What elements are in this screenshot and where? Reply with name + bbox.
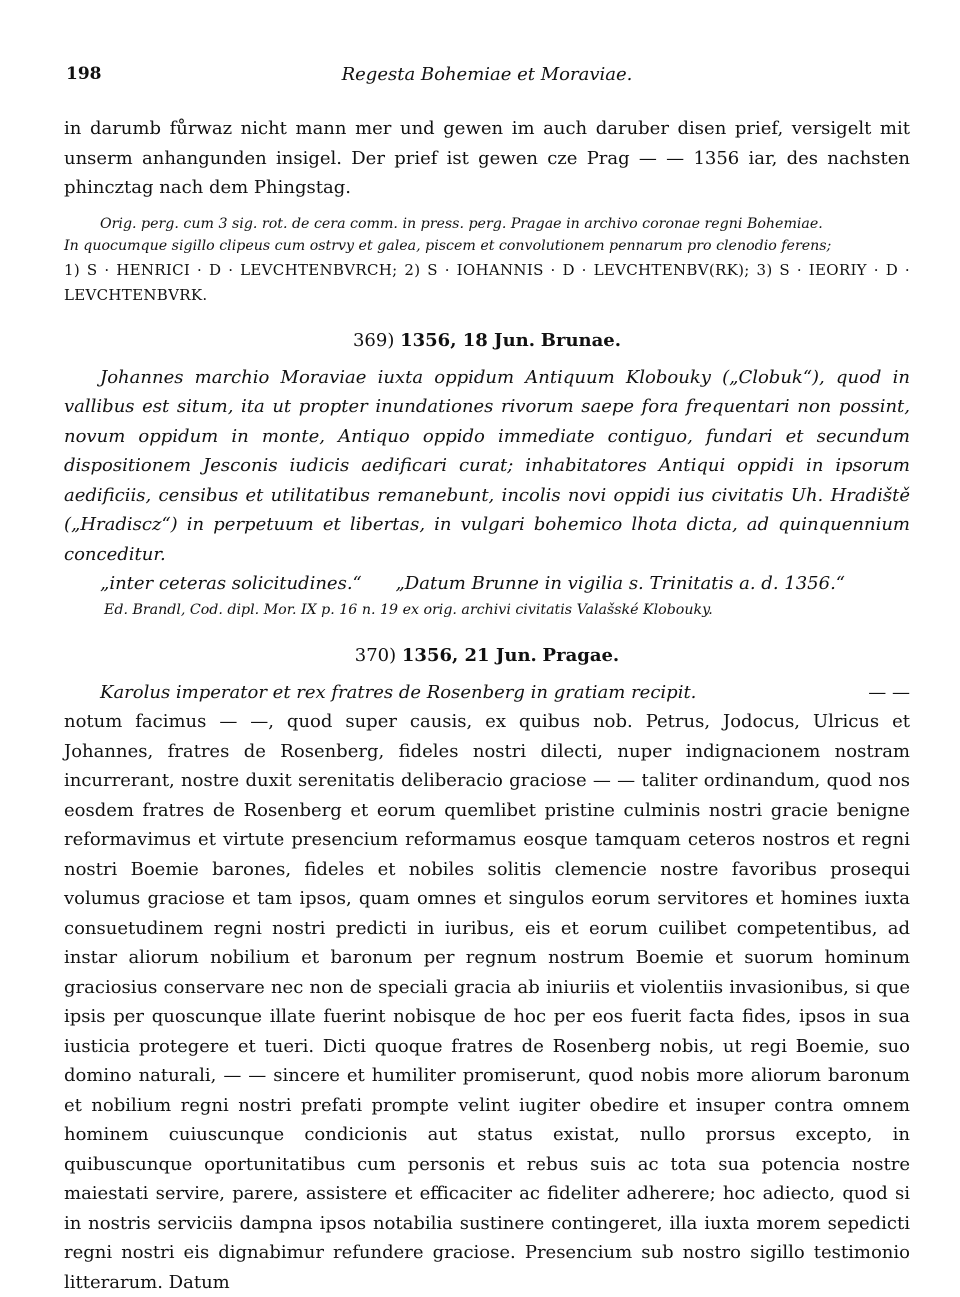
entry-369-place: Brunae.: [540, 329, 622, 351]
entry-370-regest: Karolus imperator et rex fratres de Rosenberg in gratiam recipit.: [100, 681, 697, 703]
entry-369-edition: Ed. Brandl, Cod. dipl. Mor. IX p. 16 n. 19 ex orig. archivi civitatis Valašské Klobouky.: [104, 601, 713, 618]
source-note: Orig. perg. cum 3 sig. rot. de cera comm. in press. perg. Pragae in archivo coronae regni Bohemiae.: [100, 215, 823, 232]
entry-370-place: Pragae.: [542, 644, 620, 666]
entry-369-quote-end: „Datum Brunne in vigilia s. Trinitatis a. d. 1356.“: [395, 573, 846, 594]
entry-370-regest-line: [64, 678, 910, 708]
entry-369-heading: [64, 326, 910, 355]
entry-370-heading: [64, 641, 910, 670]
previous-entry-text: in darumb fůrwaz nicht mann mer und gewen im auch daruber disen prief, versigelt mit unserm anhangunden insigel. Der prief ist gewen cze Prag — — 1356 iar, des nachsten phincztag nach dem Phingstag.: [64, 118, 910, 198]
entry-369-quote-start: „inter ceteras solicitudines.“: [100, 573, 362, 594]
entry-369-quotes: [64, 569, 910, 599]
entry-370-date: 1356, 21 Jun.: [401, 644, 537, 666]
entry-370-regest-dash: — —: [868, 681, 910, 703]
running-head: [64, 58, 910, 92]
journal-title: Regesta Bohemiae et Moraviae.: [341, 64, 633, 85]
entry-369-number: 369): [352, 329, 395, 351]
page-number: 198: [66, 64, 102, 84]
entry-369-regest: Johannes marchio Moraviae iuxta oppidum Antiquum Klobouky („Clobuk“), quod in vallibus est situm, ita ut propter inundationes rivorum saepe fora frequentari non possint, novum oppidum in monte, Antiquo oppido immediate contiguo, fundari et secundum dispositionem Jesconis iudicis aedificari curat; inhabitatores Antiqui oppidi in ipsorum aedificiis, censibus et utilitatibus remanebunt, incolis novi oppidi ius civitatis Uh. Hradiště („Hradiscz“) in perpetuum et libertas, in vulgari bohemico lhota dicta, ad quinquennium conceditur.: [64, 366, 910, 565]
entry-369-date: 1356, 18 Jun.: [400, 329, 536, 351]
entry-370-text: notum facimus — —, quod super causis, ex quibus nob. Petrus, Jodocus, Ulricus et Johannes, fratres de Rosenberg, fideles nostri dilecti, nuper indignacionem nostram incurrerant, nostre duxit serenitatis deliberacio graciose — — taliter ordinandum, quod nos eosdem fratres de Rosenberg et eorum quemlibet pristine culminis nostri gracie benigne reformavimus et virtute presencium reformamus eosque tamquam ceteros nostros et regni nostri Boemie barones, fideles et nobiles solitis clemencie nostre favoribus prosequi volumus graciose et tam ipsos, quam omnes et singulos eorum servitores et homines iuxta consuetudinem regni nostri predicti in iuribus, eis et eorum cuilibet competentibus, ad instar aliorum nobilium et baronum per regnum nostrum Boemie et suorum hominum graciosius conservare nec non de speciali gracia ab iniuriis et violentiis invasionibus, si que ipsis per quoscunque illate fuerint nobisque de hoc per eos fuerit facta fides, ipsos in sua iusticia protegere et tueri. Dicti quoque fratres de Rosenberg nobis, ut regi Boemie, suo domino naturali, — — sincere et humiliter promiserunt, quod nobis more aliorum baronum et nobilium regni nostri prefati prompte velint iugiter obedire et insuper contra omnem hominem cuiuscunque condicionis aut status existat, nullo prorsus excepto, in quibuscunque oportunitatibus cum personis et rebus suis ac tota sua potencia nostre maiestati servire, parere, assistere et efficaciter ac fideliter adherere; hoc adiecto, quod si in nostris serviciis dampna ipsos notabilia sustinere contingeret, illa iuxta morem sepedicti regni nostri eis dignabimur refundere graciose. Presencium sub nostro sigillo testimonio litterarum. Datum: [64, 711, 910, 1293]
entry-370-number: 370): [354, 644, 397, 666]
seal-legend: 1) S · HENRICI · D · LEVCHTENBVRCH; 2) S · IOHANNIS · D · LEVCHTENBV(RK); 3) S · IEORIY · D · LEVCHTENBVRK.: [64, 260, 910, 304]
seal-description: In quocumque sigillo clipeus cum ostrvy et galea, piscem et convolutionem pennarum pro clenodio ferens;: [64, 238, 832, 254]
